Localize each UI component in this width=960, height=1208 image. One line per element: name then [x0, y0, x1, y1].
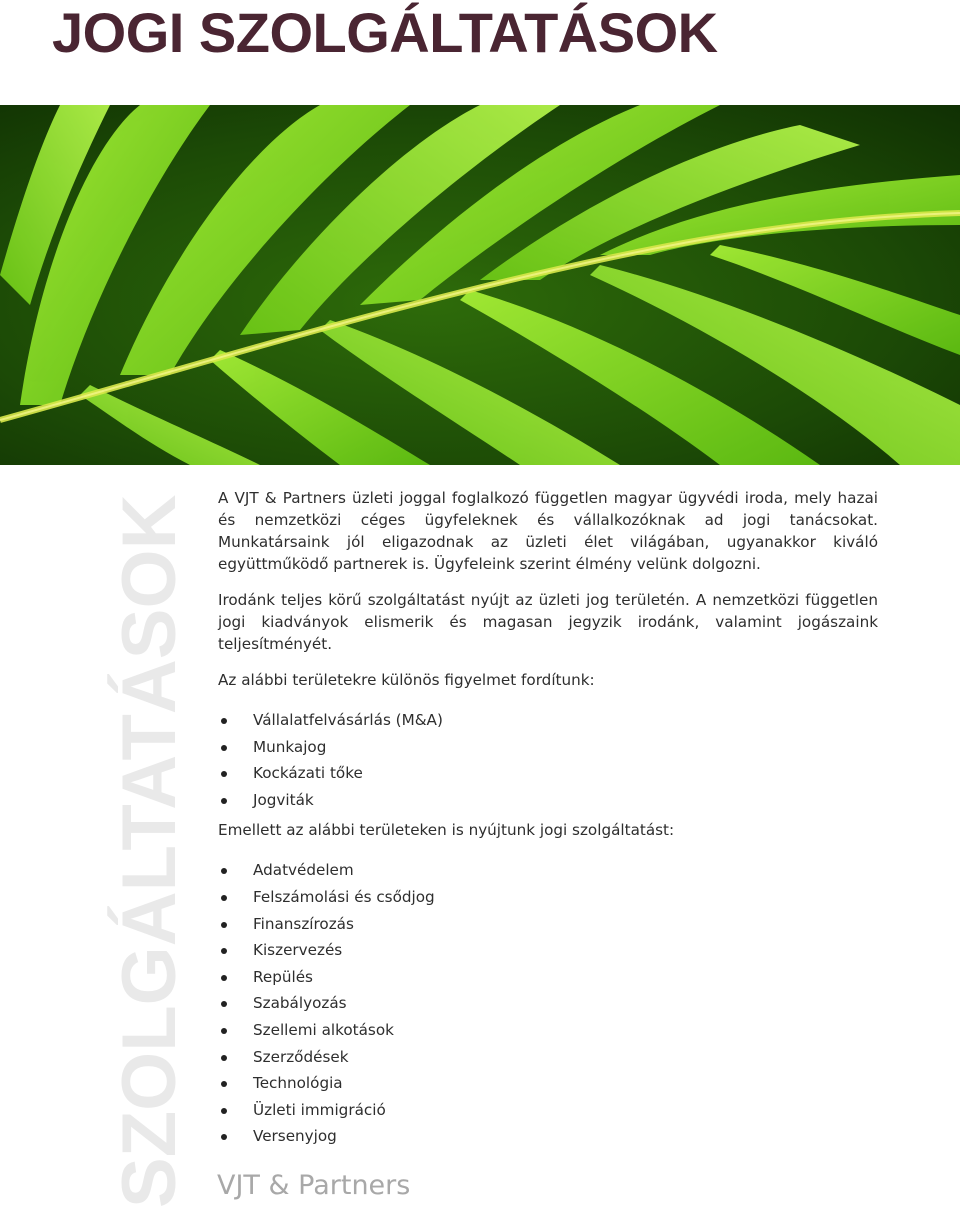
brand-name: VJT & Partners [217, 1170, 411, 1201]
list-item: Repülés [218, 964, 878, 991]
list-item: Kockázati tőke [218, 760, 878, 787]
other-area-list [218, 857, 878, 1150]
bullet-icon [221, 948, 227, 954]
list-item: Kiszervezés [218, 937, 878, 964]
vertical-section-title: SZOLGÁLTATÁSOK [107, 494, 192, 1208]
bullet-icon [221, 771, 227, 777]
bullet-icon [221, 718, 227, 724]
focus-area-list [218, 707, 878, 813]
bullet-icon [221, 975, 227, 981]
list-item: Szabályozás [218, 990, 878, 1017]
bullet-icon [221, 798, 227, 804]
list-item: Szerződések [218, 1044, 878, 1071]
services-paragraph: Irodánk teljes körű szolgáltatást nyújt az üzleti jog területén. A nemzetközi független jogi kiadványok elismerik és magasan jegyzik irodánk, valamint jogászaink teljesítményét. [218, 591, 878, 653]
list-item: Finanszírozás [218, 911, 878, 938]
list-item: Szellemi alkotások [218, 1017, 878, 1044]
bullet-icon [221, 1081, 227, 1087]
list-item: Adatvédelem [218, 857, 878, 884]
bullet-icon [221, 1055, 227, 1061]
hero-image [0, 105, 960, 465]
bullet-icon [221, 745, 227, 751]
list-item: Vállalatfelvásárlás (M&A) [218, 707, 878, 734]
list-item: Versenyjog [218, 1123, 878, 1150]
list-item: Technológia [218, 1070, 878, 1097]
list-item: Jogviták [218, 787, 878, 814]
content-column [218, 487, 878, 1150]
bullet-icon [221, 1108, 227, 1114]
other-list-intro: Emellett az alábbi területeken is nyújtunk jogi szolgáltatást: [218, 821, 675, 840]
list-item: Üzleti immigráció [218, 1097, 878, 1124]
bullet-icon [221, 895, 227, 901]
bullet-icon [221, 1134, 227, 1140]
page-title: JOGI SZOLGÁLTATÁSOK [52, 1, 718, 64]
bullet-icon [221, 868, 227, 874]
list-item: Munkajog [218, 734, 878, 761]
palm-leaf-photo-icon [0, 105, 960, 465]
list-item: Felszámolási és csődjog [218, 884, 878, 911]
bullet-icon [221, 1001, 227, 1007]
intro-paragraph: A VJT & Partners üzleti joggal foglalkozó független magyar ügyvédi iroda, mely hazai és nemzetközi céges ügyfeleknek és vállalkozóknak ad jogi tanácsokat. Munkatársaink jól eligazodnak az üzleti élet világában, ugyanakkor kiváló együttműködő partnerek is. Ügyfeleink szerint élmény velünk dolgozni. [218, 489, 878, 573]
bullet-icon [221, 922, 227, 928]
focus-list-intro: Az alábbi területekre különös figyelmet fordítunk: [218, 671, 595, 689]
bullet-icon [221, 1028, 227, 1034]
